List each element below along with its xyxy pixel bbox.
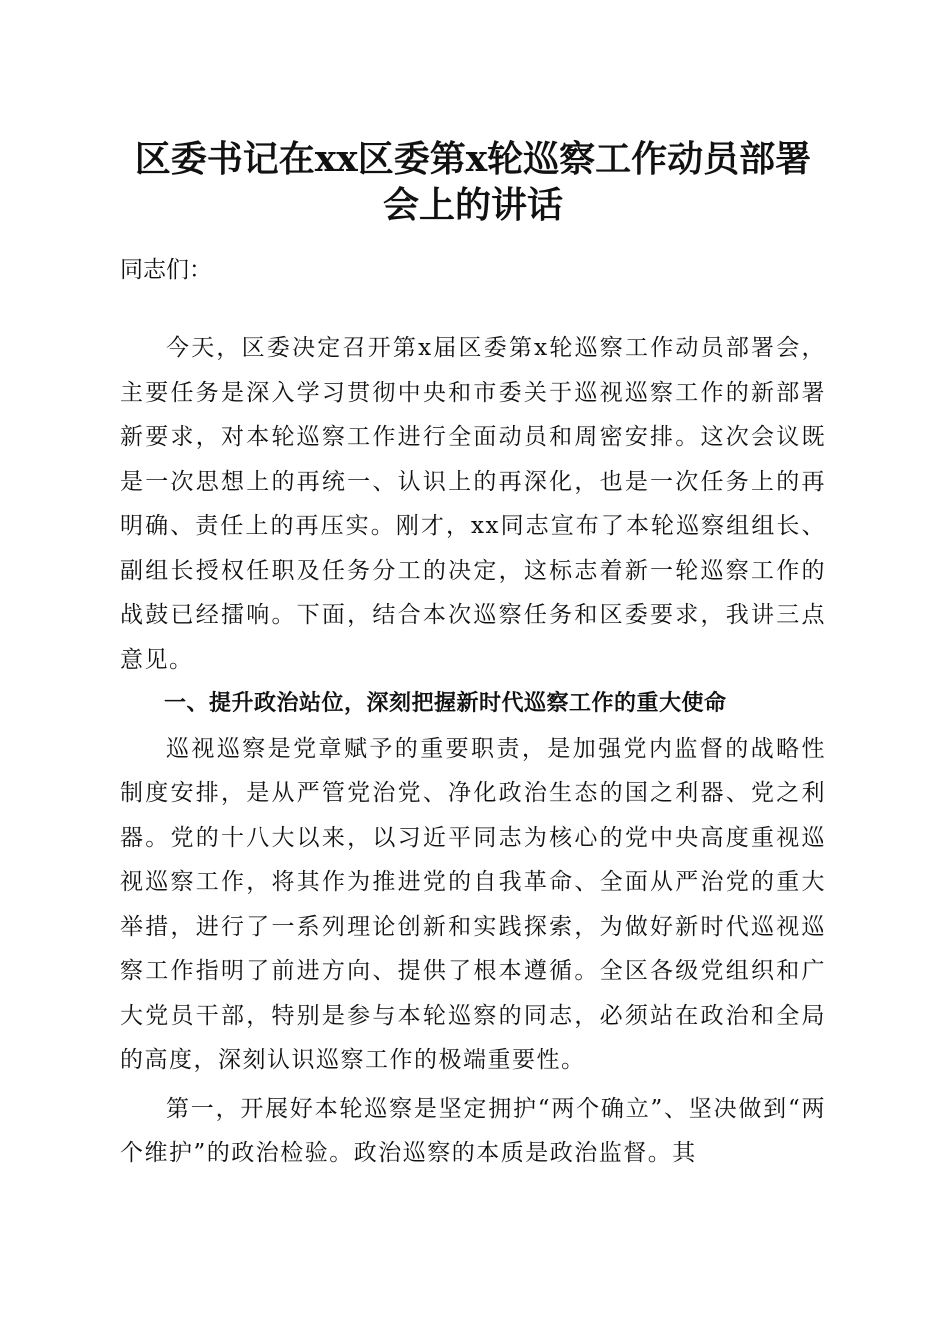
paragraph-opening: 今天，区委决定召开第x届区委第x轮巡察工作动员部署会，主要任务是深入学习贯彻中央和市委关于巡视巡察工作的新部署新要求，对本轮巡察工作进行全面动员和周密安排。这次会议既是一次思想上的再统一、认识上的再深化，也是一次任务上的再明确、责任上的再压实。刚才，xx同志宣布了本轮巡察组组长、副组长授权任职及任务分工的决定，这标志着新一轮巡察工作的战鼓已经擂响。下面，结合本次巡察任务和区委要求，我讲三点意见。 <box>120 335 826 673</box>
section-heading-1: 一、提升政治站位，深刻把握新时代巡察工作的重大使命 <box>164 691 727 716</box>
document-body <box>120 326 826 1176</box>
paragraph-first-point: 第一，开展好本轮巡察是坚定拥护“两个确立”、坚决做到“两个维护”的政治检验。政治巡察的本质是政治监督。其 <box>120 1095 826 1166</box>
document-title: 区委书记在xx区委第x轮巡察工作动员部署会上的讲话 <box>134 138 812 226</box>
salutation: 同志们： <box>120 257 212 283</box>
paragraph-section-1: 巡视巡察是党章赋予的重要职责，是加强党内监督的战略性制度安排，是从严管党治党、净化政治生态的国之利器、党之利器。党的十八大以来，以习近平同志为核心的党中央高度重视巡视巡察工作，将其作为推进党的自我革命、全面从严治党的重大举措，进行了一系列理论创新和实践探索，为做好新时代巡视巡察工作指明了前进方向、提供了根本遵循。全区各级党组织和广大党员干部，特别是参与本轮巡察的同志，必须站在政治和全局的高度，深刻认识巡察工作的极端重要性。 <box>120 735 826 1073</box>
